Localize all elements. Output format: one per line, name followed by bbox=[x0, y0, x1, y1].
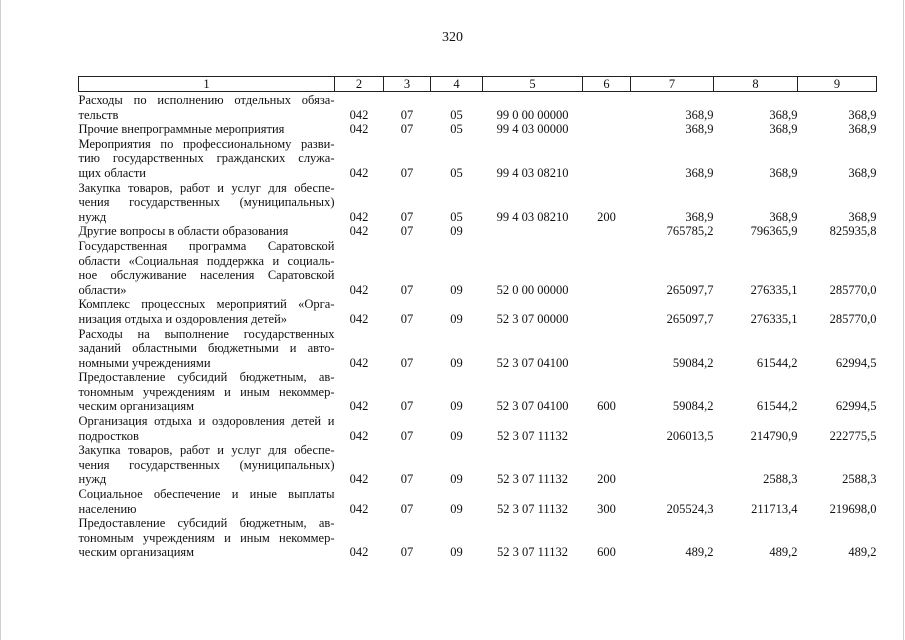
cell-pr: 05 bbox=[450, 122, 463, 137]
cell-gr: 042 bbox=[349, 165, 369, 180]
cell-value-1: 205524,3 bbox=[666, 501, 714, 516]
cell-value-2: 214790,9 bbox=[750, 428, 798, 443]
row-name-line: Предоставление субсидий бюджетным, ав- bbox=[78, 516, 335, 531]
cell-rz: 07 bbox=[400, 122, 414, 137]
cell-rz: 07 bbox=[400, 311, 414, 326]
cell-value-2: 61544,2 bbox=[756, 355, 798, 370]
cell-pr: 09 bbox=[450, 501, 463, 516]
cell-rz: 07 bbox=[400, 165, 414, 180]
cell-value-3: 368,9 bbox=[848, 107, 877, 122]
cell-value-3: 368,9 bbox=[848, 209, 877, 224]
cell-gr: 042 bbox=[349, 209, 369, 224]
row-name-line: Закупка товаров, работ и услуг для обеспе- bbox=[78, 180, 335, 195]
cell-vr bbox=[583, 297, 631, 326]
row-name-line: заданий областными бюджетными и авто- bbox=[78, 341, 335, 356]
cell-csr: 52 3 07 11132 bbox=[497, 501, 568, 516]
cell-vr bbox=[583, 122, 631, 137]
row-name-line: ческим организациям bbox=[78, 545, 195, 560]
cell-value-1: 765785,2 bbox=[666, 224, 714, 239]
cell-value-1: 368,9 bbox=[685, 209, 714, 224]
cell-gr: 042 bbox=[349, 282, 369, 297]
table-row bbox=[79, 181, 877, 225]
row-name-line: тию государственных гражданских служа- bbox=[78, 151, 335, 166]
row-name-line: ческим организациям bbox=[78, 399, 195, 414]
row-name-line: Предоставление субсидий бюджетным, ав- bbox=[78, 370, 335, 385]
cell-vr: 600 bbox=[597, 545, 616, 560]
cell-pr: 09 bbox=[450, 428, 463, 443]
cell-gr: 042 bbox=[349, 545, 369, 560]
cell-gr: 042 bbox=[349, 428, 369, 443]
row-name-line: тельств bbox=[78, 107, 119, 122]
row-name-line: тономным учреждениям и иным некоммер- bbox=[78, 384, 335, 399]
row-name-line: тономным учреждениям и иным некоммер- bbox=[78, 530, 335, 545]
cell-vr: 300 bbox=[597, 501, 616, 516]
cell-csr: 99 4 03 00000 bbox=[496, 122, 569, 137]
cell-vr: 600 bbox=[597, 399, 616, 414]
cell-csr: 99 4 03 08210 bbox=[496, 209, 569, 224]
page-border-right bbox=[903, 0, 904, 640]
cell-pr: 09 bbox=[450, 311, 463, 326]
cell-csr: 52 0 00 00000 bbox=[496, 282, 569, 297]
cell-rz: 07 bbox=[400, 501, 414, 516]
cell-value-3: 825935,8 bbox=[829, 224, 877, 239]
cell-vr bbox=[583, 414, 631, 443]
cell-gr: 042 bbox=[349, 501, 369, 516]
cell-rz: 07 bbox=[400, 209, 414, 224]
row-name bbox=[79, 370, 335, 414]
row-name-line: Государственная программа Саратовской bbox=[78, 238, 335, 253]
cell-vr bbox=[583, 239, 631, 297]
cell-csr: 99 0 00 00000 bbox=[496, 107, 569, 122]
row-name bbox=[79, 92, 335, 123]
cell-pr: 09 bbox=[450, 545, 463, 560]
row-name-line: ное обслуживание населения Саратовской bbox=[78, 268, 335, 283]
cell-value-1: 368,9 bbox=[685, 107, 714, 122]
cell-value-3: 62994,5 bbox=[835, 399, 877, 414]
page-border-left bbox=[0, 0, 1, 640]
cell-rz: 07 bbox=[400, 428, 414, 443]
col-header: 6 bbox=[583, 77, 631, 92]
cell-value-1: 368,9 bbox=[685, 165, 714, 180]
row-name bbox=[79, 297, 335, 326]
row-name-line: Расходы на выполнение государственных bbox=[78, 326, 335, 341]
cell-gr: 042 bbox=[349, 311, 369, 326]
cell-pr: 09 bbox=[450, 282, 463, 297]
cell-value-3: 489,2 bbox=[848, 545, 877, 560]
cell-csr bbox=[483, 224, 583, 239]
cell-rz: 07 bbox=[400, 545, 414, 560]
cell-csr: 52 3 07 11132 bbox=[497, 472, 568, 487]
row-name-line: щих области bbox=[78, 165, 146, 180]
cell-value-3: 219698,0 bbox=[829, 501, 877, 516]
cell-vr: 200 bbox=[597, 472, 616, 487]
row-name bbox=[79, 516, 335, 560]
table-header-row bbox=[79, 77, 877, 92]
row-name bbox=[79, 224, 335, 239]
cell-value-2: 368,9 bbox=[769, 107, 798, 122]
table-row bbox=[79, 327, 877, 371]
cell-value-3: 62994,5 bbox=[835, 355, 877, 370]
row-name-line: чения государственных (муниципальных) bbox=[78, 195, 335, 210]
row-name-line: области» bbox=[78, 282, 127, 297]
cell-value-2: 211713,4 bbox=[751, 501, 798, 516]
col-header: 9 bbox=[798, 77, 877, 92]
col-header: 3 bbox=[384, 77, 431, 92]
row-name-line: Организация отдыха и оздоровления детей и bbox=[78, 414, 335, 429]
col-header: 2 bbox=[335, 77, 384, 92]
row-name-line: области «Социальная поддержка и социаль- bbox=[78, 253, 335, 268]
row-name bbox=[79, 137, 335, 181]
cell-vr bbox=[583, 327, 631, 371]
cell-gr: 042 bbox=[349, 472, 369, 487]
table-row bbox=[79, 122, 877, 137]
cell-value-3: 2588,3 bbox=[842, 472, 877, 487]
table-row bbox=[79, 137, 877, 181]
cell-rz: 07 bbox=[400, 355, 414, 370]
cell-vr bbox=[583, 92, 631, 123]
cell-value-1: 265097,7 bbox=[666, 282, 714, 297]
row-name-line: Расходы по исполнению отдельных обяза- bbox=[78, 93, 335, 107]
row-name-line: Закупка товаров, работ и услуг для обеспе- bbox=[78, 443, 335, 458]
row-name-line: Мероприятия по профессиональному разви- bbox=[78, 136, 335, 151]
cell-value-2: 368,9 bbox=[769, 165, 798, 180]
table-body bbox=[79, 92, 877, 561]
cell-value-3: 285770,0 bbox=[829, 311, 877, 326]
table-row bbox=[79, 92, 877, 123]
cell-csr: 52 3 07 04100 bbox=[496, 355, 569, 370]
cell-value-2: 368,9 bbox=[769, 209, 798, 224]
table-row bbox=[79, 239, 877, 297]
table-row bbox=[79, 414, 877, 443]
cell-value-1: 265097,7 bbox=[666, 311, 714, 326]
row-name-line: Комплекс процессных мероприятий «Орга- bbox=[78, 297, 335, 312]
cell-rz: 07 bbox=[400, 399, 414, 414]
cell-value-2: 276335,1 bbox=[750, 282, 798, 297]
row-name-line: Социальное обеспечение и иные выплаты bbox=[78, 487, 335, 502]
row-name bbox=[79, 122, 335, 137]
table-row bbox=[79, 443, 877, 487]
cell-value-2: 61544,2 bbox=[756, 399, 798, 414]
budget-table bbox=[78, 76, 877, 560]
row-name bbox=[79, 487, 335, 516]
table-row bbox=[79, 297, 877, 326]
cell-vr: 200 bbox=[597, 209, 616, 224]
cell-rz: 07 bbox=[400, 224, 414, 239]
cell-value-3: 285770,0 bbox=[829, 282, 877, 297]
cell-csr: 52 3 07 11132 bbox=[497, 428, 568, 443]
cell-pr: 05 bbox=[450, 107, 463, 122]
col-header: 8 bbox=[714, 77, 798, 92]
cell-pr: 09 bbox=[450, 355, 463, 370]
col-header: 5 bbox=[483, 77, 583, 92]
cell-pr: 09 bbox=[450, 399, 463, 414]
row-name-line: нужд bbox=[78, 472, 107, 487]
cell-pr: 09 bbox=[450, 224, 463, 239]
row-name-line: подростков bbox=[78, 428, 139, 443]
cell-value-2: 368,9 bbox=[769, 122, 798, 137]
col-header: 1 bbox=[79, 77, 335, 92]
cell-csr: 52 3 07 00000 bbox=[496, 311, 569, 326]
cell-value-1: 489,2 bbox=[685, 545, 714, 560]
cell-value-3: 368,9 bbox=[848, 165, 877, 180]
cell-value-3: 368,9 bbox=[848, 122, 877, 137]
row-name-line: номными учреждениями bbox=[78, 355, 211, 370]
row-name-line: низация отдыха и оздоровления детей» bbox=[78, 311, 288, 326]
cell-gr: 042 bbox=[349, 224, 369, 239]
cell-gr: 042 bbox=[349, 399, 369, 414]
col-header: 7 bbox=[631, 77, 714, 92]
table-row bbox=[79, 370, 877, 414]
cell-pr: 05 bbox=[450, 209, 463, 224]
cell-value-1: 206013,5 bbox=[666, 428, 714, 443]
table-row bbox=[79, 516, 877, 560]
cell-rz: 07 bbox=[400, 472, 414, 487]
cell-pr: 09 bbox=[450, 472, 463, 487]
cell-value-2: 2588,3 bbox=[763, 472, 798, 487]
row-name bbox=[79, 239, 335, 297]
cell-vr bbox=[583, 137, 631, 181]
cell-value-1 bbox=[631, 443, 714, 487]
cell-rz: 07 bbox=[400, 282, 414, 297]
row-name bbox=[79, 327, 335, 371]
cell-value-2: 276335,1 bbox=[750, 311, 798, 326]
cell-csr: 52 3 07 04100 bbox=[496, 399, 569, 414]
row-name-line: населению bbox=[78, 501, 137, 516]
row-name-line: нужд bbox=[78, 209, 107, 224]
cell-gr: 042 bbox=[349, 107, 369, 122]
cell-pr: 05 bbox=[450, 165, 463, 180]
row-name-line: чения государственных (муниципальных) bbox=[78, 457, 335, 472]
row-name-line: Прочие внепрограммные мероприятия bbox=[78, 122, 285, 137]
cell-csr: 99 4 03 08210 bbox=[496, 165, 569, 180]
cell-gr: 042 bbox=[349, 122, 369, 137]
cell-value-2: 796365,9 bbox=[750, 224, 798, 239]
table-row bbox=[79, 487, 877, 516]
cell-vr bbox=[583, 224, 631, 239]
cell-value-1: 59084,2 bbox=[672, 355, 714, 370]
cell-gr: 042 bbox=[349, 355, 369, 370]
row-name-line: Другие вопросы в области образования bbox=[78, 224, 289, 239]
cell-value-3: 222775,5 bbox=[829, 428, 877, 443]
row-name bbox=[79, 443, 335, 487]
cell-csr: 52 3 07 11132 bbox=[497, 545, 568, 560]
table-row bbox=[79, 224, 877, 239]
cell-rz: 07 bbox=[400, 107, 414, 122]
col-header: 4 bbox=[431, 77, 483, 92]
cell-value-1: 368,9 bbox=[685, 122, 714, 137]
row-name bbox=[79, 414, 335, 443]
cell-value-2: 489,2 bbox=[769, 545, 798, 560]
cell-value-1: 59084,2 bbox=[672, 399, 714, 414]
row-name bbox=[79, 181, 335, 225]
page-number: 320 bbox=[442, 30, 463, 45]
